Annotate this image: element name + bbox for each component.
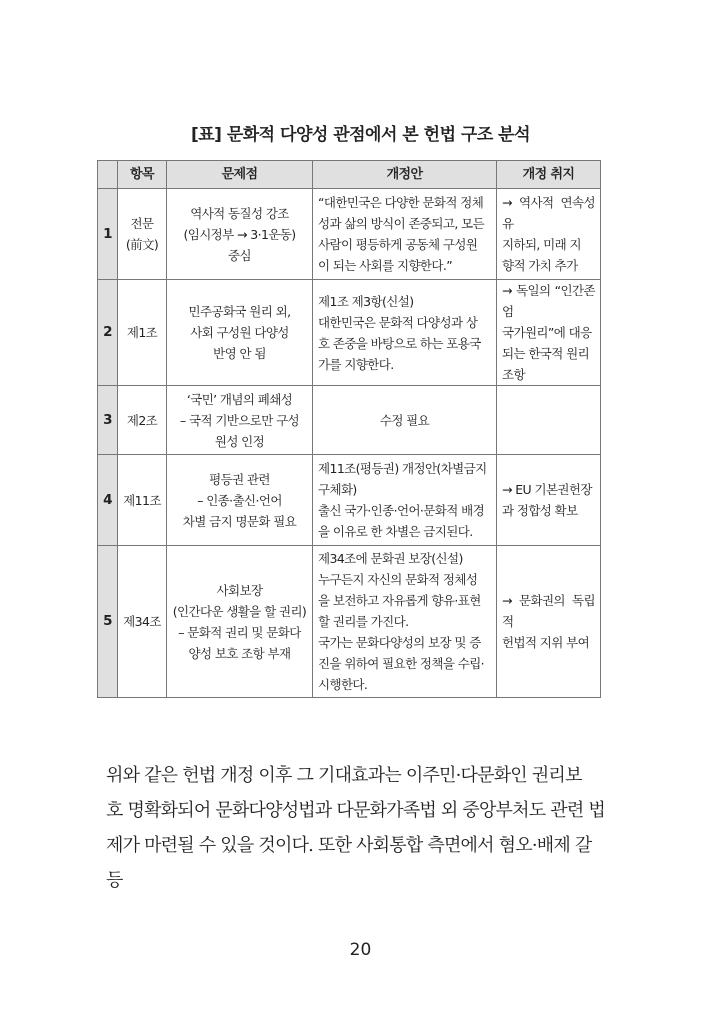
row-problem: 평등권 관련 – 인종·출신·언어 차별 금지 명문화 필요 (167, 455, 313, 546)
row-proposal: 제1조 제3항(신설) 대한민국은 문화적 다양성과 상 호 존중을 바탕으로 하는 포용국 가를 지향한다. (313, 280, 497, 386)
constitution-analysis-table (97, 160, 601, 698)
row-number: 2 (98, 280, 118, 386)
table-row (98, 386, 601, 455)
row-item: 제1조 (118, 280, 167, 386)
row-item: 제11조 (118, 455, 167, 546)
table-row (98, 455, 601, 546)
table-title: [표] 문화적 다양성 관점에서 본 헌법 구조 분석 (190, 125, 531, 145)
row-item: 전문 (前文) (118, 189, 167, 280)
row-proposal: 수정 필요 (313, 386, 497, 455)
row-proposal: 제34조에 문화권 보장(신설) 누구든지 자신의 문화적 정체성 을 보전하고 자유롭게 향유·표현 할 권리를 가진다. 국가는 문화다양성의 보장 및 증 진을 위하여 필요한 정책을 수립· 시행한다. (313, 546, 497, 698)
row-intent: → EU 기본권헌장 과 정합성 확보 (497, 455, 601, 546)
row-intent: → 역사적 연속성 유 지하되, 미래 지 향적 가치 추가 (497, 189, 601, 280)
body-paragraph: 위와 같은 헌법 개정 이후 그 기대효과는 이주민·다문화인 권리보 호 명확화되어 문화다양성법과 다문화가족법 외 중앙부처도 관련 법 제가 마련될 수 있을 것이다. 또한 사회통합 측면에서 혐오·배제 갈등 (106, 765, 605, 891)
page-number: 20 (349, 940, 372, 960)
table-header-row (98, 161, 601, 189)
row-number: 1 (98, 189, 118, 280)
row-proposal: “대한민국은 다양한 문화적 정체 성과 삶의 방식이 존중되고, 모든 사람이 평등하게 공동체 구성원 이 되는 사회를 지향한다.” (313, 189, 497, 280)
row-problem: 민주공화국 원리 외, 사회 구성원 다양성 반영 안 됨 (167, 280, 313, 386)
row-problem: 역사적 동질성 강조 (임시정부 → 3·1운동) 중심 (167, 189, 313, 280)
table-row (98, 546, 601, 698)
header-problem: 문제점 (167, 161, 313, 189)
row-proposal: 제11조(평등권) 개정안(차별금지 구체화) 출신 국가·인종·언어·문화적 배경 을 이유로 한 차별은 금지된다. (313, 455, 497, 546)
header-num (98, 161, 118, 189)
row-item: 제34조 (118, 546, 167, 698)
row-intent: → 독일의 “인간존엄 국가원리”에 대응 되는 한국적 원리 조항 (497, 280, 601, 386)
row-number: 5 (98, 546, 118, 698)
row-intent: → 문화권의 독립적 헌법적 지위 부여 (497, 546, 601, 698)
row-number: 4 (98, 455, 118, 546)
table-row (98, 189, 601, 280)
header-intent: 개정 취지 (497, 161, 601, 189)
header-proposal: 개정안 (313, 161, 497, 189)
row-item: 제2조 (118, 386, 167, 455)
table-row (98, 280, 601, 386)
header-item: 항목 (118, 161, 167, 189)
row-intent (497, 386, 601, 455)
row-problem: 사회보장 (인간다운 생활을 할 권리) – 문화적 권리 및 문화다 양성 보호 조항 부재 (167, 546, 313, 698)
row-problem: ‘국민’ 개념의 폐쇄성 – 국적 기반으로만 구성 원성 인정 (167, 386, 313, 455)
row-number: 3 (98, 386, 118, 455)
